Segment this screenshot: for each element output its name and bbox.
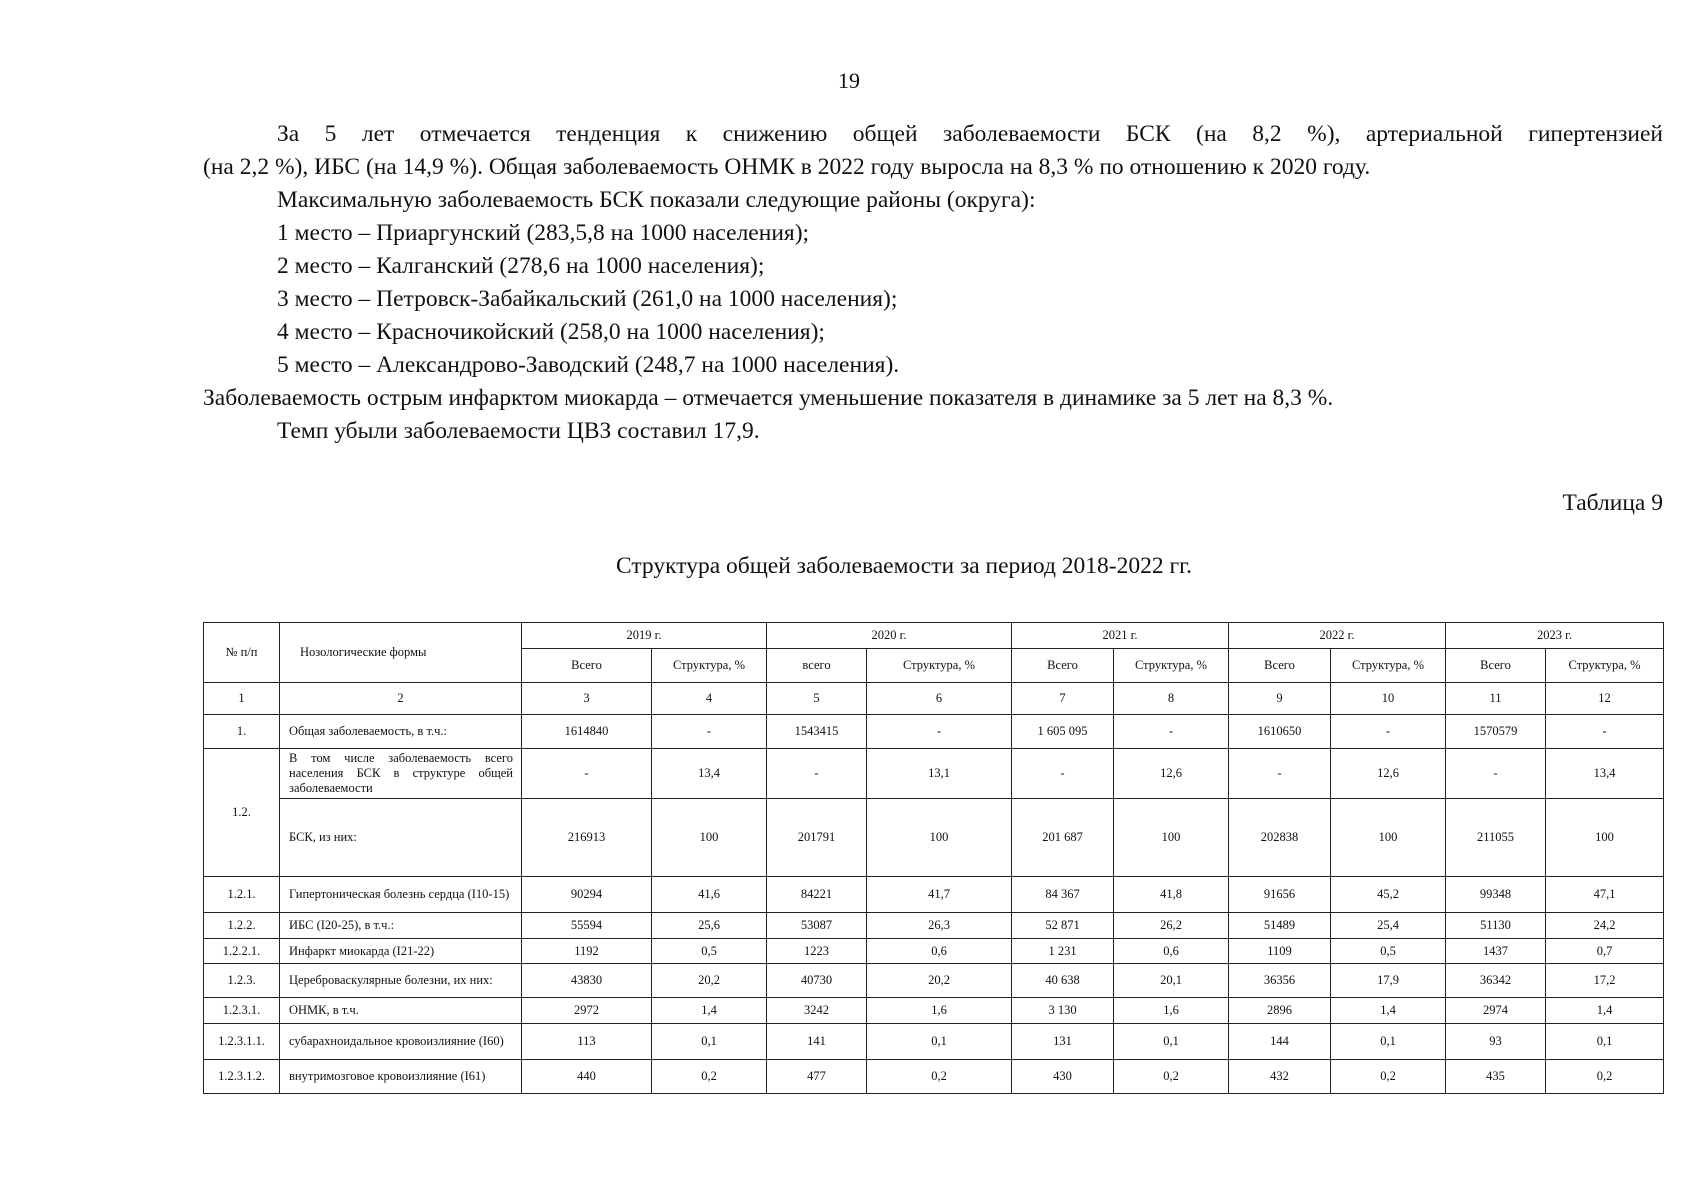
cell-share: 0,6 (867, 939, 1012, 964)
row-number: 1.2.1. (204, 877, 280, 913)
column-number: 10 (1331, 683, 1446, 715)
cell-total: 90294 (522, 877, 652, 913)
cell-total: 1 605 095 (1012, 715, 1114, 749)
cell-share: 1,6 (867, 998, 1012, 1024)
cell-total: 430 (1012, 1060, 1114, 1094)
cell-total: - (767, 749, 867, 799)
cell-share: - (1331, 715, 1446, 749)
row-name: Инфаркт миокарда (I21-22) (280, 939, 522, 964)
cell-share: 100 (1114, 799, 1229, 877)
cell-share: 0,2 (1546, 1060, 1664, 1094)
cell-total: 1437 (1446, 939, 1546, 964)
column-number: 11 (1446, 683, 1546, 715)
page-number: 19 (838, 68, 860, 93)
subheader-cell: Структура, % (652, 649, 767, 683)
column-number: 4 (652, 683, 767, 715)
cell-total: 113 (522, 1024, 652, 1060)
cell-total: 51130 (1446, 913, 1546, 939)
cell-share: 0,2 (1331, 1060, 1446, 1094)
row-name: В том числе заболеваемость всего населения БСК в структуре общей заболеваемости (280, 749, 522, 799)
row-name: ОНМК, в т.ч. (280, 998, 522, 1024)
row-name: БСК, из них: (280, 799, 522, 877)
cell-share: 0,1 (652, 1024, 767, 1060)
cell-total: 40 638 (1012, 964, 1114, 998)
row-number: 1.2.3.1. (204, 998, 280, 1024)
ranking-item: 2 место – Калганский (278,6 на 1000 населения); (277, 253, 765, 279)
cell-share: 1,6 (1114, 998, 1229, 1024)
cell-share: 0,1 (1114, 1024, 1229, 1060)
cell-share: 17,9 (1331, 964, 1446, 998)
row-name: Гипертоническая болезнь сердца (I10-15) (280, 877, 522, 913)
cell-total: 84 367 (1012, 877, 1114, 913)
row-number: 1.2.3.1.2. (204, 1060, 280, 1094)
cell-total: 52 871 (1012, 913, 1114, 939)
morbidity-table (203, 622, 1664, 1094)
cell-total: 36356 (1229, 964, 1331, 998)
cell-total: 2974 (1446, 998, 1546, 1024)
table-row (204, 799, 1664, 877)
cell-share: 24,2 (1546, 913, 1664, 939)
cell-share: 41,8 (1114, 877, 1229, 913)
cell-share: 41,7 (867, 877, 1012, 913)
column-number: 12 (1546, 683, 1664, 715)
cell-share: 20,2 (652, 964, 767, 998)
cell-total: 40730 (767, 964, 867, 998)
column-number-row (204, 683, 1664, 715)
cell-share: 13,4 (652, 749, 767, 799)
year-header: 2019 г. (522, 623, 767, 649)
column-header-name: Нозологические формы (280, 623, 522, 683)
paragraph-line: Максимальную заболеваемость БСК показали следующие районы (округа): (277, 187, 1036, 213)
cell-share: 100 (1546, 799, 1664, 877)
cell-share: - (1114, 715, 1229, 749)
cell-share: 26,3 (867, 913, 1012, 939)
cell-share: 0,1 (1331, 1024, 1446, 1060)
cell-share: 1,4 (1546, 998, 1664, 1024)
row-number: 1.2. (204, 749, 280, 877)
cell-share: 20,2 (867, 964, 1012, 998)
cell-share: 0,2 (1114, 1060, 1229, 1094)
cell-total: - (1012, 749, 1114, 799)
column-number: 6 (867, 683, 1012, 715)
cell-share: 12,6 (1331, 749, 1446, 799)
cell-share: 0,2 (652, 1060, 767, 1094)
cell-total: 216913 (522, 799, 652, 877)
cell-share: 0,2 (867, 1060, 1012, 1094)
cell-total: 3 130 (1012, 998, 1114, 1024)
column-number: 2 (280, 683, 522, 715)
cell-share: - (652, 715, 767, 749)
table-row (204, 749, 1664, 799)
header-row (204, 623, 1664, 649)
cell-share: 25,6 (652, 913, 767, 939)
subheader-cell: Структура, % (867, 649, 1012, 683)
cell-total: 1 231 (1012, 939, 1114, 964)
paragraph-line: (на 2,2 %), ИБС (на 14,9 %). Общая заболеваемость ОНМК в 2022 году выросла на 8,3 % по отношению к 2020 году. (203, 154, 1371, 180)
row-name: Общая заболеваемость, в т.ч.: (280, 715, 522, 749)
year-header: 2023 г. (1446, 623, 1664, 649)
column-number: 1 (204, 683, 280, 715)
column-number: 9 (1229, 683, 1331, 715)
subheader-cell: Всего (1446, 649, 1546, 683)
table-row (204, 998, 1664, 1024)
subheader-cell: всего (767, 649, 867, 683)
cell-share: 17,2 (1546, 964, 1664, 998)
cell-share: 100 (1331, 799, 1446, 877)
cell-share: 47,1 (1546, 877, 1664, 913)
table-row (204, 715, 1664, 749)
cell-total: 84221 (767, 877, 867, 913)
table-row (204, 913, 1664, 939)
cell-total: 55594 (522, 913, 652, 939)
cell-share: 100 (652, 799, 767, 877)
cell-total: 201 687 (1012, 799, 1114, 877)
column-number: 3 (522, 683, 652, 715)
cell-total: 201791 (767, 799, 867, 877)
cell-share: 25,4 (1331, 913, 1446, 939)
cell-total: 1192 (522, 939, 652, 964)
row-number: 1.2.3.1.1. (204, 1024, 280, 1060)
cell-total: 1610650 (1229, 715, 1331, 749)
cell-total: 99348 (1446, 877, 1546, 913)
paragraph-line: Темп убыли заболеваемости ЦВЗ составил 17,9. (277, 418, 760, 444)
cell-total: 43830 (522, 964, 652, 998)
cell-total: 91656 (1229, 877, 1331, 913)
subheader-cell: Структура, % (1546, 649, 1664, 683)
cell-total: - (1446, 749, 1546, 799)
cell-share: 13,4 (1546, 749, 1664, 799)
cell-share: 0,6 (1114, 939, 1229, 964)
cell-share: - (1546, 715, 1664, 749)
cell-total: 1109 (1229, 939, 1331, 964)
cell-total: 435 (1446, 1060, 1546, 1094)
cell-share: 0,5 (1331, 939, 1446, 964)
column-header-no: № п/п (204, 623, 280, 683)
table-row (204, 939, 1664, 964)
cell-total: 1614840 (522, 715, 652, 749)
cell-total: 1223 (767, 939, 867, 964)
cell-total: 2896 (1229, 998, 1331, 1024)
cell-total: 53087 (767, 913, 867, 939)
table-row (204, 877, 1664, 913)
cell-total: 51489 (1229, 913, 1331, 939)
cell-total: 432 (1229, 1060, 1331, 1094)
row-name: ИБС (I20-25), в т.ч.: (280, 913, 522, 939)
cell-share: 45,2 (1331, 877, 1446, 913)
row-name: субарахноидальное кровоизлияние (I60) (280, 1024, 522, 1060)
cell-total: 2972 (522, 998, 652, 1024)
paragraph-line: За 5 лет отмечается тенденция к снижению общей заболеваемости БСК (на 8,2 %), артериальной гипертензией (277, 121, 1663, 147)
body-text (203, 118, 1663, 448)
ranking-item: 3 место – Петровск-Забайкальский (261,0 на 1000 населения); (277, 286, 898, 312)
cell-total: 211055 (1446, 799, 1546, 877)
cell-total: 477 (767, 1060, 867, 1094)
subheader-cell: Всего (522, 649, 652, 683)
cell-total: 93 (1446, 1024, 1546, 1060)
cell-total: - (522, 749, 652, 799)
cell-share: 13,1 (867, 749, 1012, 799)
cell-total: 141 (767, 1024, 867, 1060)
table-row (204, 1060, 1664, 1094)
cell-total: 1570579 (1446, 715, 1546, 749)
cell-share: 0,1 (867, 1024, 1012, 1060)
row-number: 1.2.2. (204, 913, 280, 939)
cell-share: 0,5 (652, 939, 767, 964)
table-caption: Таблица 9 (1562, 490, 1663, 516)
column-number: 5 (767, 683, 867, 715)
cell-total: 3242 (767, 998, 867, 1024)
row-name: Цереброваскулярные болезни, их них: (280, 964, 522, 998)
table-title: Структура общей заболеваемости за период 2018-2022 гг. (616, 553, 1192, 579)
row-number: 1. (204, 715, 280, 749)
cell-share: 20,1 (1114, 964, 1229, 998)
cell-total: 202838 (1229, 799, 1331, 877)
ranking-item: 1 место – Приаргунский (283,5,8 на 1000 населения); (277, 220, 810, 246)
ranking-item: 5 место – Александрово-Заводский (248,7 на 1000 населения). (277, 352, 900, 378)
cell-share: - (867, 715, 1012, 749)
cell-share: 26,2 (1114, 913, 1229, 939)
column-number: 7 (1012, 683, 1114, 715)
ranking-item: 4 место – Красночикойский (258,0 на 1000 населения); (277, 319, 825, 345)
table-row (204, 964, 1664, 998)
paragraph-line: Заболеваемость острым инфарктом миокарда – отмечается уменьшение показателя в динамике за 5 лет на 8,3 %. (203, 385, 1334, 411)
cell-share: 1,4 (1331, 998, 1446, 1024)
year-header: 2020 г. (767, 623, 1012, 649)
cell-total: 440 (522, 1060, 652, 1094)
cell-share: 1,4 (652, 998, 767, 1024)
cell-share: 0,1 (1546, 1024, 1664, 1060)
cell-total: 131 (1012, 1024, 1114, 1060)
column-number: 8 (1114, 683, 1229, 715)
cell-share: 12,6 (1114, 749, 1229, 799)
subheader-cell: Всего (1012, 649, 1114, 683)
year-header: 2022 г. (1229, 623, 1446, 649)
subheader-cell: Всего (1229, 649, 1331, 683)
cell-total: 36342 (1446, 964, 1546, 998)
cell-share: 0,7 (1546, 939, 1664, 964)
cell-share: 100 (867, 799, 1012, 877)
subheader-cell: Структура, % (1114, 649, 1229, 683)
cell-total: 144 (1229, 1024, 1331, 1060)
table-row (204, 1024, 1664, 1060)
cell-total: 1543415 (767, 715, 867, 749)
cell-share: 41,6 (652, 877, 767, 913)
year-header: 2021 г. (1012, 623, 1229, 649)
row-number: 1.2.2.1. (204, 939, 280, 964)
subheader-cell: Структура, % (1331, 649, 1446, 683)
row-number: 1.2.3. (204, 964, 280, 998)
row-name: внутримозговое кровоизлияние (I61) (280, 1060, 522, 1094)
cell-total: - (1229, 749, 1331, 799)
